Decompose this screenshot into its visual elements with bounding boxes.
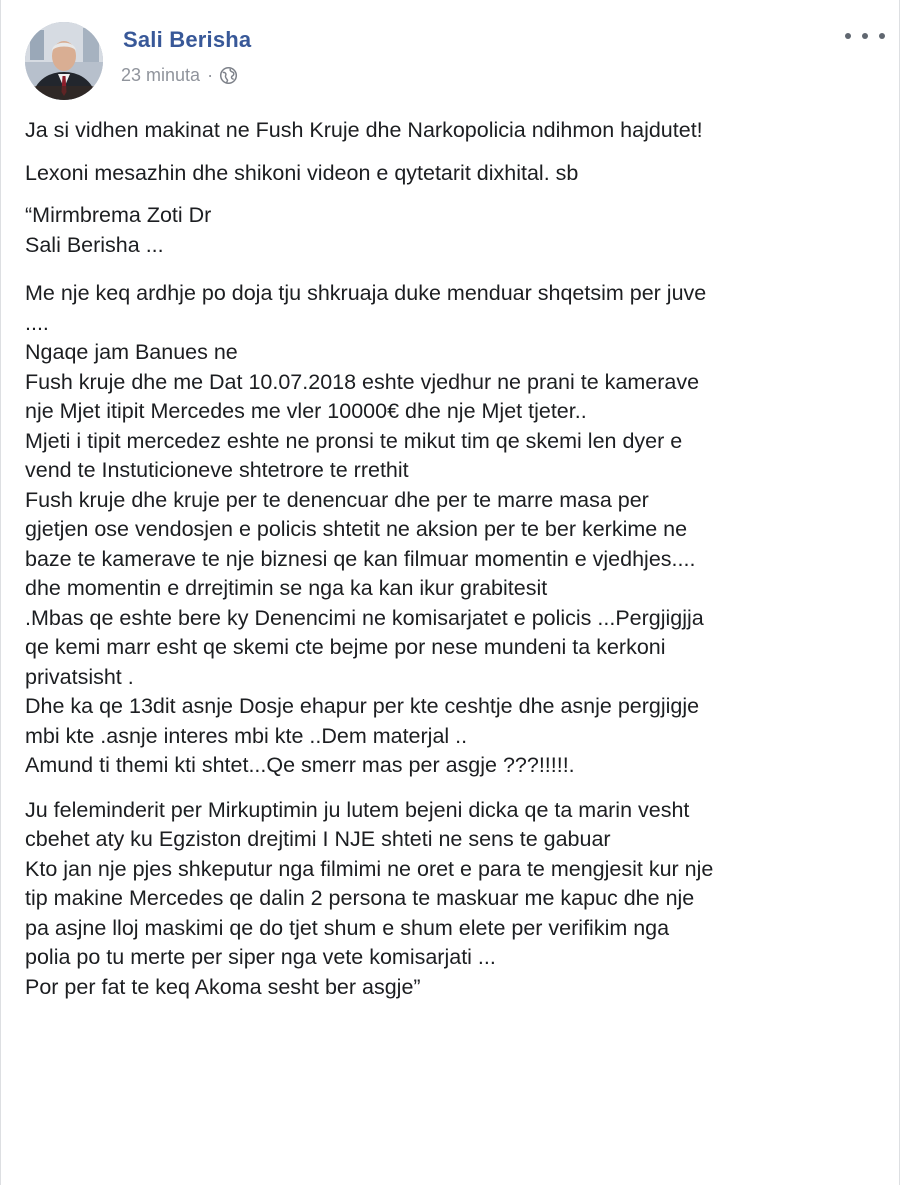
author-name[interactable]: Sali Berisha	[123, 27, 252, 52]
post-text-line: tip makine Mercedes qe dalin 2 persona te maskuar me kapuc dhe nje	[25, 886, 695, 910]
post-text-line: Dhe ka qe 13dit asnje Dosje ehapur per kte ceshtje dhe asnje pergjigje	[25, 694, 700, 718]
post-text-line: Mjeti i tipit mercedez eshte ne pronsi te mikut tim qe skemi len dyer e	[25, 428, 683, 453]
post-text-line: dhe momentin e drrejtimin se nga ka kan ikur grabitesit	[25, 576, 548, 600]
post-paragraph	[25, 796, 893, 1003]
post-text-line: “Mirmbrema Zoti Dr	[25, 203, 212, 227]
more-options-icon	[845, 33, 851, 39]
post-text-line: Sali Berisha ...	[25, 232, 164, 257]
post-paragraph	[25, 159, 893, 189]
post-text-line: Me nje keq ardhje po doja tju shkruaja duke menduar shqetsim per juve	[25, 281, 707, 305]
meta-separator: ·	[207, 65, 214, 85]
post-text-line: Lexoni mesazhin dhe shikoni videon e qytetarit dixhital. sb	[25, 160, 579, 185]
post-text-line: vend te Instuticioneve shtetrore te rrethit	[25, 458, 409, 482]
post-text-line: privatsisht .	[25, 664, 134, 689]
post-text	[25, 116, 893, 1002]
post-text-line: mbi kte .asnje interes mbi kte ..Dem materjal ..	[25, 723, 468, 748]
post-header	[23, 20, 889, 100]
post-text-line: nje Mjet itipit Mercedes me vler 10000€ dhe nje Mjet tjeter..	[25, 399, 587, 423]
post-text-line: Ja si vidhen makinat ne Fush Kruje dhe Narkopolicia ndihmon hajdutet!	[25, 118, 703, 142]
post-paragraph	[25, 116, 893, 146]
post-text-line: Ngaqe jam Banues ne	[25, 340, 238, 364]
post-text-line: Fush kruje dhe kruje per te denencuar dhe per te marre masa per	[25, 487, 649, 512]
post-text-line: .Mbas qe eshte bere ky Denencimi ne komisarjatet e policis ...Pergjigjja	[25, 605, 704, 630]
post-timestamp[interactable]: 23 minuta	[121, 65, 201, 85]
more-options-button[interactable]	[845, 26, 885, 46]
post-text-line: Fush kruje dhe me Dat 10.07.2018 eshte vjedhur ne prani te kamerave	[25, 369, 700, 394]
post-text-line: pa asjne lloj maskimi qe do tjet shum e shum elete per verifikim nga	[25, 915, 670, 940]
avatar[interactable]	[25, 22, 103, 100]
globe-icon[interactable]	[219, 66, 238, 85]
post-text-line: Ju feleminderit per Mirkuptimin ju lutem bejeni dicka qe ta marin vesht	[25, 797, 690, 822]
post-text-line: cbehet aty ku Egziston drejtimi I NJE shteti ne sens te gabuar	[25, 827, 611, 851]
profile-photo-icon	[25, 22, 103, 100]
post-text-line: polia po tu merte per siper nga vete komisarjati ...	[25, 945, 496, 969]
post-text-line: baze te kamerave te nje biznesi qe kan filmuar momentin e vjedhjes....	[25, 546, 696, 571]
post-text-line: Kto jan nje pjes shkeputur nga filmimi ne oret e para te mengjesit kur nje	[25, 856, 714, 881]
post-text-line: qe kemi marr esht qe skemi cte bejme por nese mundeni ta kerkoni	[25, 635, 666, 659]
post-text-line: gjetjen ose vendosjen e policis shtetit ne aksion per te ber kerkime ne	[25, 517, 688, 541]
post-text-line: ....	[25, 310, 49, 335]
post-text-line: Amund ti themi kti shtet...Qe smerr mas per asgje ???!!!!!.	[25, 753, 575, 777]
post-text-line: Por per fat te keq Akoma sesht ber asgje”	[25, 974, 421, 999]
post-paragraph	[25, 201, 893, 260]
post-meta	[121, 65, 238, 86]
post-paragraph	[25, 279, 893, 781]
